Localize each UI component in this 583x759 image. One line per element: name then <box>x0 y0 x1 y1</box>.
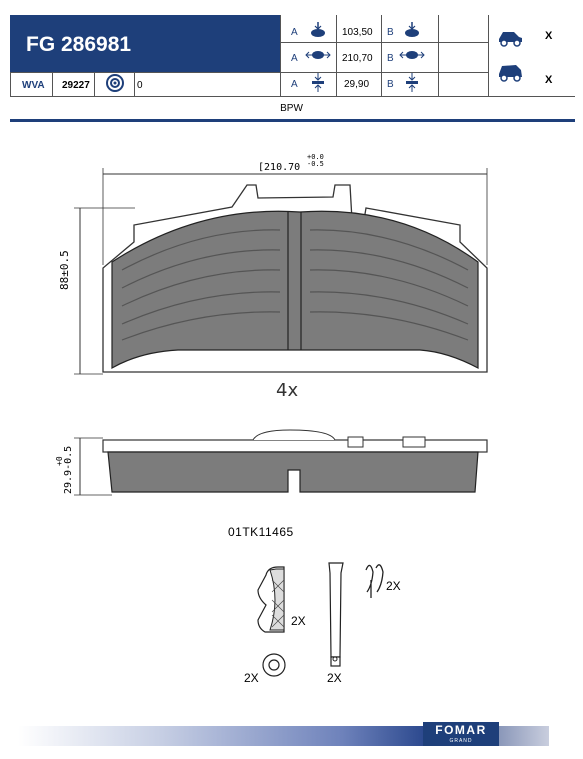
washer-qty: 2X <box>244 671 259 685</box>
thickness-tolerance: +0 <box>55 456 64 466</box>
wva-number: 29227 <box>62 80 90 91</box>
part-number: 01TK11465 <box>228 525 294 539</box>
dim-a-value: 29,90 <box>344 79 370 90</box>
dim-b-label: B <box>387 79 394 90</box>
width-tolerance <box>307 154 324 168</box>
footer-tail-bar <box>499 726 549 746</box>
width-tol-upper: +0.0 <box>307 153 324 161</box>
fomar-logo <box>423 722 499 746</box>
dim-a-label: A <box>291 53 298 64</box>
height-dimension: 88±0.5 <box>58 250 71 290</box>
width-dimension: [210.70 <box>258 162 301 173</box>
width-value: 210.70 <box>264 162 301 173</box>
logo-main-text: FOMAR <box>435 723 487 737</box>
logo-sub-text: GRAND <box>449 738 473 744</box>
dim-b-label: B <box>387 53 394 64</box>
footer-gradient-bar <box>18 726 423 746</box>
dim-b-label: B <box>387 27 394 38</box>
dim-a-label: A <box>291 27 298 38</box>
retaining-pin-qty: 2X <box>327 671 342 685</box>
dim-a-value: 210,70 <box>342 53 373 64</box>
spring-wire-qty: 2X <box>386 579 401 593</box>
sensor-count: 0 <box>137 80 143 91</box>
spring-clip-qty: 2X <box>291 614 306 628</box>
brand-label: WVA <box>22 80 45 91</box>
dim-a-value: 103,50 <box>342 27 373 38</box>
front-axle-mark: X <box>545 30 553 42</box>
dim-a-label: A <box>291 79 298 90</box>
rear-axle-mark: X <box>545 74 553 86</box>
width-tol-lower: -0.5 <box>307 160 324 168</box>
product-code: FG 286981 <box>26 33 132 56</box>
thickness-dimension: 29.9-0.5 <box>63 445 74 494</box>
vehicle-brand: BPW <box>280 103 303 114</box>
quantity-label: 4x <box>276 380 299 401</box>
